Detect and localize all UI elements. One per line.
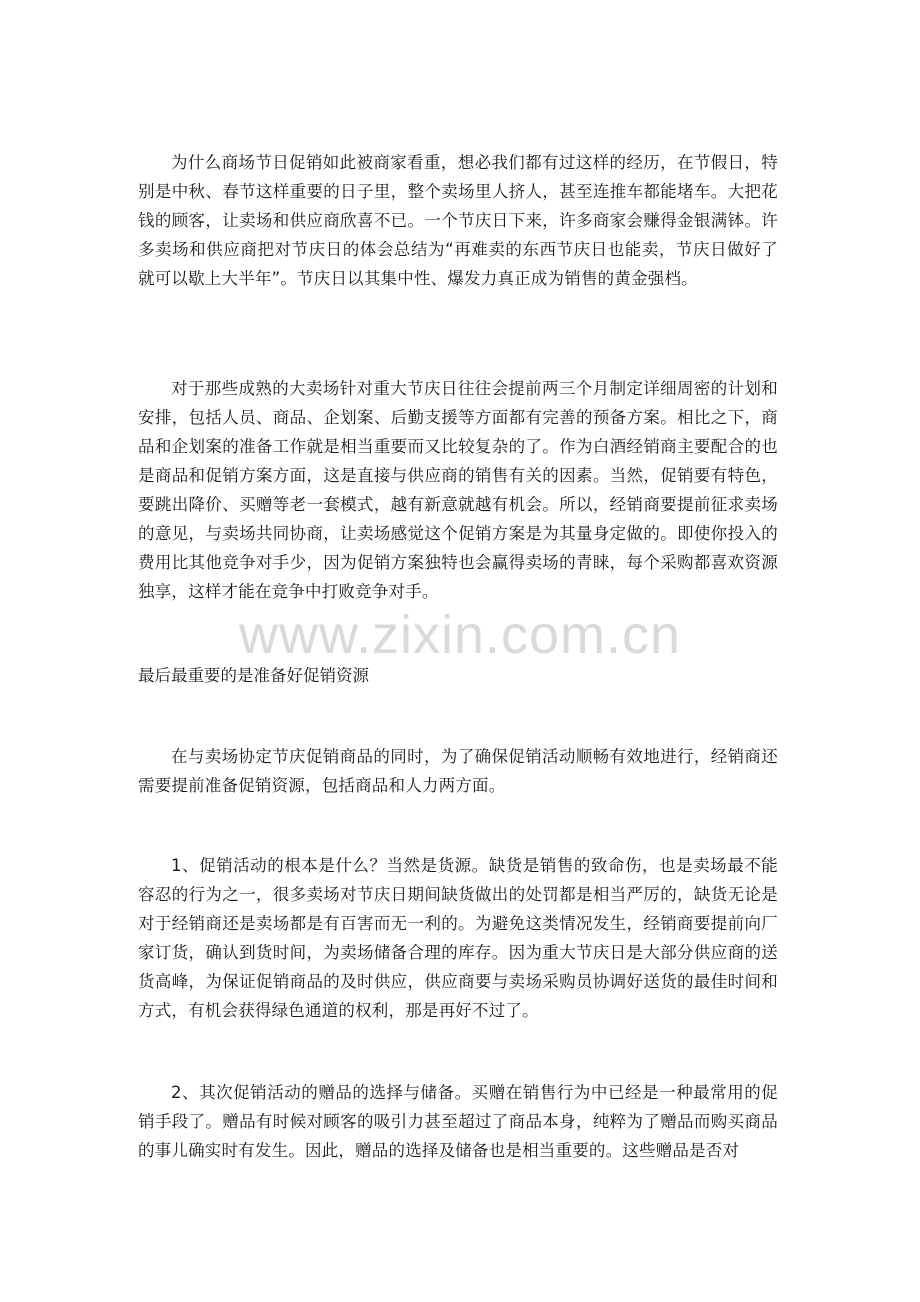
paragraph-prepare-resources: 在与卖场协定节庆促销商品的同时，为了确保促销活动顺畅有效地进行，经销商还需要提前准备促销资源，包括商品和人力两方面。: [138, 747, 778, 795]
paragraph-mature-stores: 对于那些成熟的大卖场针对重大节庆日往往会提前两三个月制定详细周密的计划和安排，包括人员、商品、企划案、后勤支援等方面都有完善的预备方案。相比之下，商品和企划案的准备工作就是相当重要而又比较复杂的了。作为白酒经销商主要配合的也是商品和促销方案方面，这是直接与供应商的销售有关的因素。当然，促销要有特色，要跳出降价、买赠等老一套模式，越有新意就越有机会。所以，经销商要提前征求卖场的意见，与卖场共同协商，让卖场感觉这个促销方案是为其量身定做的。即使你投入的费用比其他竞争对手少，因为促销方案独特也会赢得卖场的青睐，每个采购都喜欢资源独享，这样才能在竞争中打败竞争对手。: [138, 379, 778, 601]
watermark: www.zixin.com.cn: [238, 605, 682, 665]
paragraph-festival-promotion: 为什么商场节日促销如此被商家看重，想必我们都有过这样的经历，在节假日，特别是中秋、春节这样重要的日子里，整个卖场里人挤人，甚至连推车都能堵车。大把花钱的顾客，让卖场和供应商欣喜不已。一个节庆日下来，许多商家会赚得金银满钵。许多卖场和供应商把对节庆日的体会总结为“再难卖的东西节庆日也能卖，节庆日做好了就可以歇上大半年”。节庆日以其集中性、爆发力真正成为销售的黄金强档。: [138, 153, 778, 288]
section-heading: 最后最重要的是准备好促销资源: [138, 666, 369, 685]
paragraph-point-2-gifts: 2、其次促销活动的赠品的选择与储备。买赠在销售行为中已经是一种最常用的促销手段了。赠品有时候对顾客的吸引力甚至超过了商品本身，纯粹为了赠品而购买商品的事儿确实时有发生。因此，赠品的选择及储备也是相当重要的。这些赠品是否对: [138, 1083, 778, 1160]
paragraph-point-1-supply: 1、促销活动的根本是什么？当然是货源。缺货是销售的致命伤，也是卖场最不能容忍的行为之一，很多卖场对节庆日期间缺货做出的处罚都是相当严厉的，缺货无论是对于经销商还是卖场都是有百害而无一利的。为避免这类情况发生，经销商要提前向厂家订货，确认到货时间，为卖场储备合理的库存。因为重大节庆日是大部分供应商的送货高峰，为保证促销商品的及时供应，供应商要与卖场采购员协调好送货的最佳时间和方式，有机会获得绿色通道的权利，那是再好不过了。: [138, 856, 778, 1020]
